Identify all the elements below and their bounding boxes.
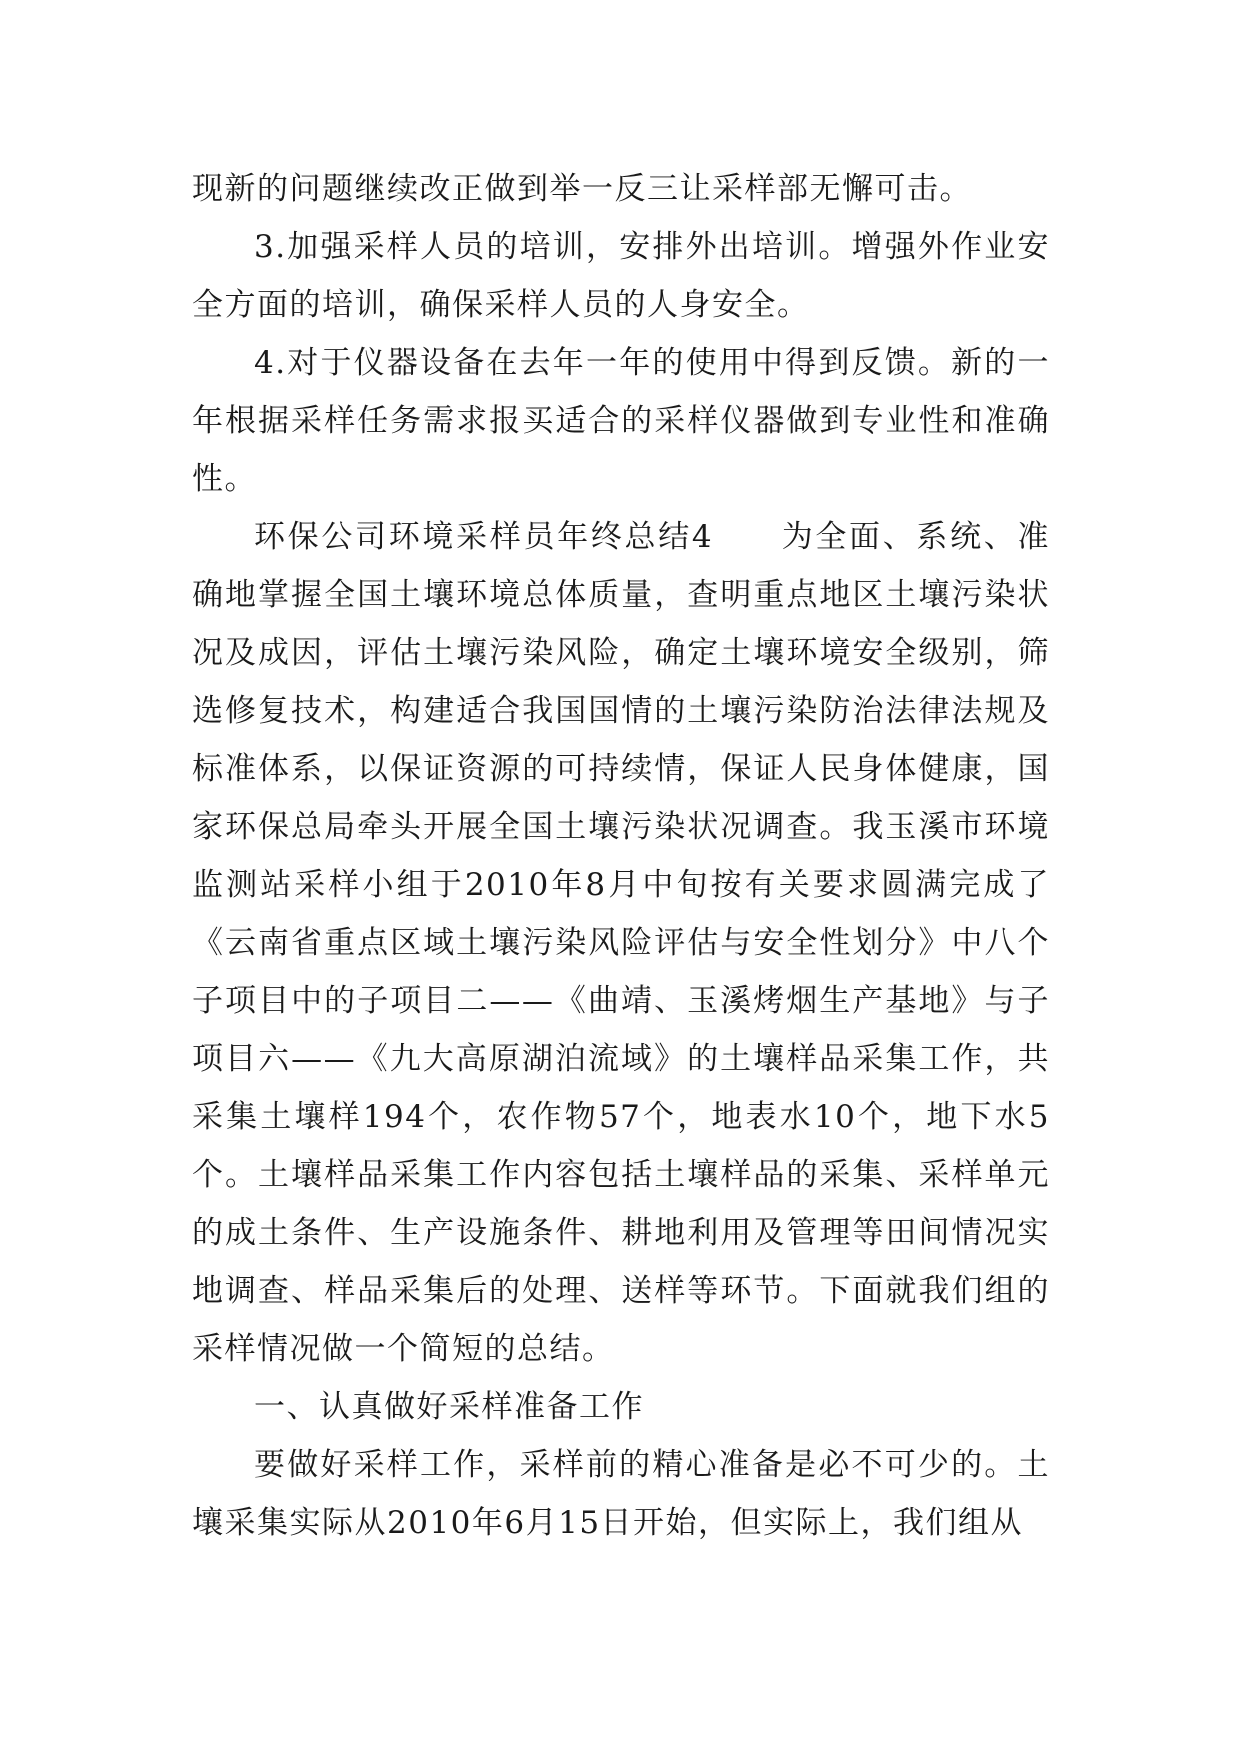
paragraph-item-4: 4.对于仪器设备在去年一年的使用中得到反馈。新的一年根据采样任务需求报买适合的采样仪器做到专业性和准确性。	[192, 345, 1050, 497]
paragraph-continuation: 现新的问题继续改正做到举一反三让采样部无懈可击。	[192, 171, 972, 207]
paragraph-summary-4: 环保公司环境采样员年终总结4 为全面、系统、准确地掌握全国土壤环境总体质量，查明重点地区土壤污染状况及成因，评估土壤污染风险，确定土壤环境安全级别，筛选修复技术，构建适合我国国情的土壤污染防治法律法规及标准体系，以保证资源的可持续情，保证人民身体健康，国家环保总局牵头开展全国土壤污染状况调查。我玉溪市环境监测站采样小组于2010年8月中旬按有关要求圆满完成了《云南省重点区域土壤污染风险评估与安全性划分》中八个子项目中的子项目二——《曲靖、玉溪烤烟生产基地》与子项目六——《九大高原湖泊流域》的土壤样品采集工作，共采集土壤样194个，农作物57个，地表水10个，地下水5个。土壤样品采集工作内容包括土壤样品的采集、采样单元的成土条件、生产设施条件、耕地利用及管理等田间情况实地调查、样品采集后的处理、送样等环节。下面就我们组的采样情况做一个简短的总结。	[192, 519, 1050, 1367]
section-heading: 一、认真做好采样准备工作	[254, 1389, 644, 1425]
paragraph-preparation: 要做好采样工作，采样前的精心准备是必不可少的。土壤采集实际从2010年6月15日开始，但实际上，我们组从	[192, 1447, 1050, 1541]
paragraph-item-3: 3.加强采样人员的培训，安排外出培训。增强外作业安全方面的培训，确保采样人员的人身安全。	[192, 229, 1050, 323]
document-body	[192, 160, 1050, 1552]
